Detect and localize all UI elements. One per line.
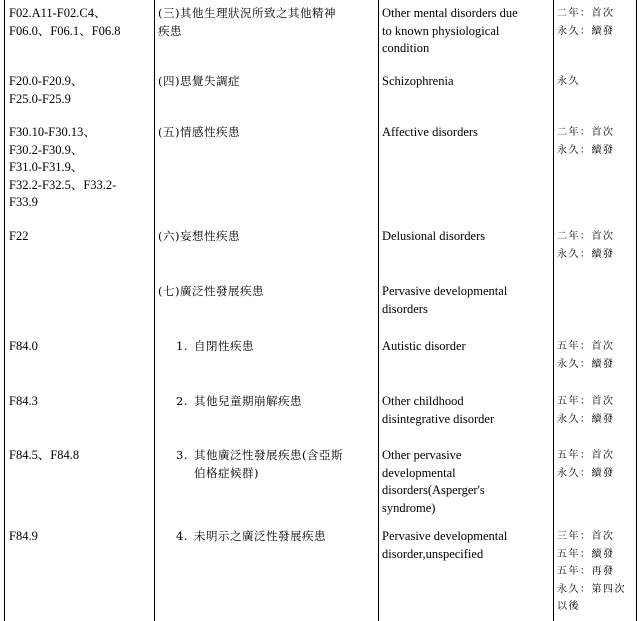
english-name-line: Other childhood <box>382 394 464 408</box>
validity-period-line: 永久：續發 <box>557 25 615 37</box>
english-name-line: Delusional disorders <box>382 229 486 243</box>
english-name-line: syndrome) <box>382 500 436 515</box>
chinese-name-text: 自閉性疾患 <box>194 339 254 353</box>
validity-period-cell <box>557 5 639 40</box>
chinese-name-cell <box>158 283 380 301</box>
chinese-name-line: (五)情感性疾患 <box>158 125 240 139</box>
english-name-line: Schizophrenia <box>382 74 454 88</box>
icd-code-line: F20.0-F20.9、 <box>9 74 84 88</box>
icd-code-cell <box>9 338 155 356</box>
english-name-line: condition <box>382 41 430 55</box>
chinese-name-line: (七)廣泛性發展疾患 <box>158 284 264 298</box>
english-name-line: Autistic disorder <box>382 339 466 353</box>
english-name-cell <box>382 124 554 142</box>
chinese-name-cell <box>158 73 380 91</box>
validity-period-cell <box>557 338 639 373</box>
chinese-name-text: 其他廣泛性發展疾患(含亞斯 <box>194 448 343 462</box>
icd-code-line: F02.A11-F02.C4、 <box>9 6 107 20</box>
chinese-name-line: 疾患 <box>158 23 182 38</box>
chinese-name-cell <box>176 338 380 356</box>
icd-code-line: F30.2-F30.9、 <box>9 142 84 157</box>
validity-period-line: 永久：續發 <box>557 467 615 479</box>
validity-period-line: 三年：首次 <box>557 531 615 542</box>
icd-code-cell <box>9 73 155 108</box>
validity-period-cell <box>557 124 639 159</box>
icd-code-line: F84.9 <box>9 529 38 543</box>
icd-code-cell <box>9 393 155 411</box>
icd-code-line: F25.0-F25.9 <box>9 91 71 106</box>
validity-period-line: 二年：首次 <box>557 231 615 242</box>
icd-code-line: F84.0 <box>9 339 38 353</box>
english-name-cell <box>382 228 554 246</box>
validity-period-cell <box>557 447 639 482</box>
icd-code-line: F22 <box>9 229 29 243</box>
item-number: 4. <box>176 529 188 543</box>
validity-period-cell <box>557 393 639 428</box>
validity-period-cell <box>557 528 639 616</box>
validity-period-line: 永久：第四次 <box>557 583 626 595</box>
icd-code-line: F31.0-F31.9、 <box>9 160 84 174</box>
chinese-name-cell <box>158 124 380 142</box>
english-name-line: disorder,unspecified <box>382 546 484 561</box>
chinese-name-line <box>176 528 380 546</box>
chinese-name-line: 伯格症候群) <box>194 465 259 480</box>
validity-period-cell <box>557 73 639 91</box>
english-name-cell <box>382 393 554 428</box>
english-name-line: Other mental disorders due <box>382 6 518 20</box>
item-number: 1. <box>176 339 188 353</box>
english-name-line: Affective disorders <box>382 125 478 139</box>
validity-period-cell <box>557 228 639 263</box>
chinese-name-line <box>176 447 380 465</box>
english-name-cell <box>382 528 554 563</box>
validity-period-line: 永久：續發 <box>557 248 615 260</box>
table-border-left <box>4 0 5 621</box>
validity-period-line: 永久 <box>557 76 580 87</box>
validity-period-line: 永久：續發 <box>557 144 615 156</box>
chinese-name-line: (四)思覺失調症 <box>158 74 240 88</box>
validity-period-line: 五年：首次 <box>557 450 615 461</box>
icd-code-cell <box>9 528 155 546</box>
icd-code-line: F84.3 <box>9 394 38 408</box>
validity-period-line: 永久：續發 <box>557 413 615 425</box>
icd-code-line: F06.0、F06.1、F06.8 <box>9 23 121 38</box>
icd-code-cell <box>9 124 155 212</box>
validity-period-line: 五年：首次 <box>557 341 615 352</box>
validity-period-line: 五年：續發 <box>557 548 615 560</box>
english-name-line: disintegrative disorder <box>382 411 495 426</box>
chinese-name-line <box>176 393 380 411</box>
chinese-name-cell <box>176 447 380 482</box>
english-name-line: disorders <box>382 301 428 316</box>
icd-code-line: F84.5、F84.8 <box>9 448 80 462</box>
english-name-cell <box>382 73 554 91</box>
icd-code-cell <box>9 447 155 465</box>
chinese-name-text: 其他兒童期崩解疾患 <box>194 394 302 408</box>
english-name-line: disorders(Asperger's <box>382 483 485 497</box>
english-name-line: Pervasive developmental <box>382 529 508 543</box>
chinese-name-cell <box>176 528 380 546</box>
icd-code-line: F32.2-F32.5、F33.2- <box>9 177 117 192</box>
item-number: 2. <box>176 394 188 408</box>
validity-period-line: 二年：首次 <box>557 8 615 19</box>
english-name-cell <box>382 283 554 318</box>
chinese-name-line: (三)其他生理狀況所致之其他精神 <box>158 6 336 20</box>
english-name-line: Other pervasive <box>382 448 462 462</box>
chinese-name-cell <box>158 228 380 246</box>
chinese-name-line: (六)妄想性疾患 <box>158 229 240 243</box>
validity-period-line: 以後 <box>557 601 580 612</box>
chinese-name-cell <box>176 393 380 411</box>
validity-period-line: 二年：首次 <box>557 127 615 138</box>
chinese-name-cell <box>158 5 380 40</box>
english-name-line: developmental <box>382 465 456 480</box>
validity-period-line: 五年：再發 <box>557 566 615 577</box>
english-name-cell <box>382 5 554 58</box>
icd-code-line: F30.10-F30.13、 <box>9 125 96 139</box>
validity-period-line: 五年：首次 <box>557 396 615 407</box>
english-name-line: to known physiological <box>382 23 500 38</box>
chinese-name-text: 未明示之廣泛性發展疾患 <box>194 529 326 543</box>
validity-period-line: 永久：續發 <box>557 358 615 370</box>
english-name-cell <box>382 338 554 356</box>
icd-code-cell <box>9 228 155 246</box>
icd-code-line: F33.9 <box>9 195 38 209</box>
icd-code-cell <box>9 5 155 40</box>
chinese-name-line <box>176 338 380 356</box>
item-number: 3. <box>176 448 188 462</box>
english-name-cell <box>382 447 554 517</box>
english-name-line: Pervasive developmental <box>382 284 508 298</box>
